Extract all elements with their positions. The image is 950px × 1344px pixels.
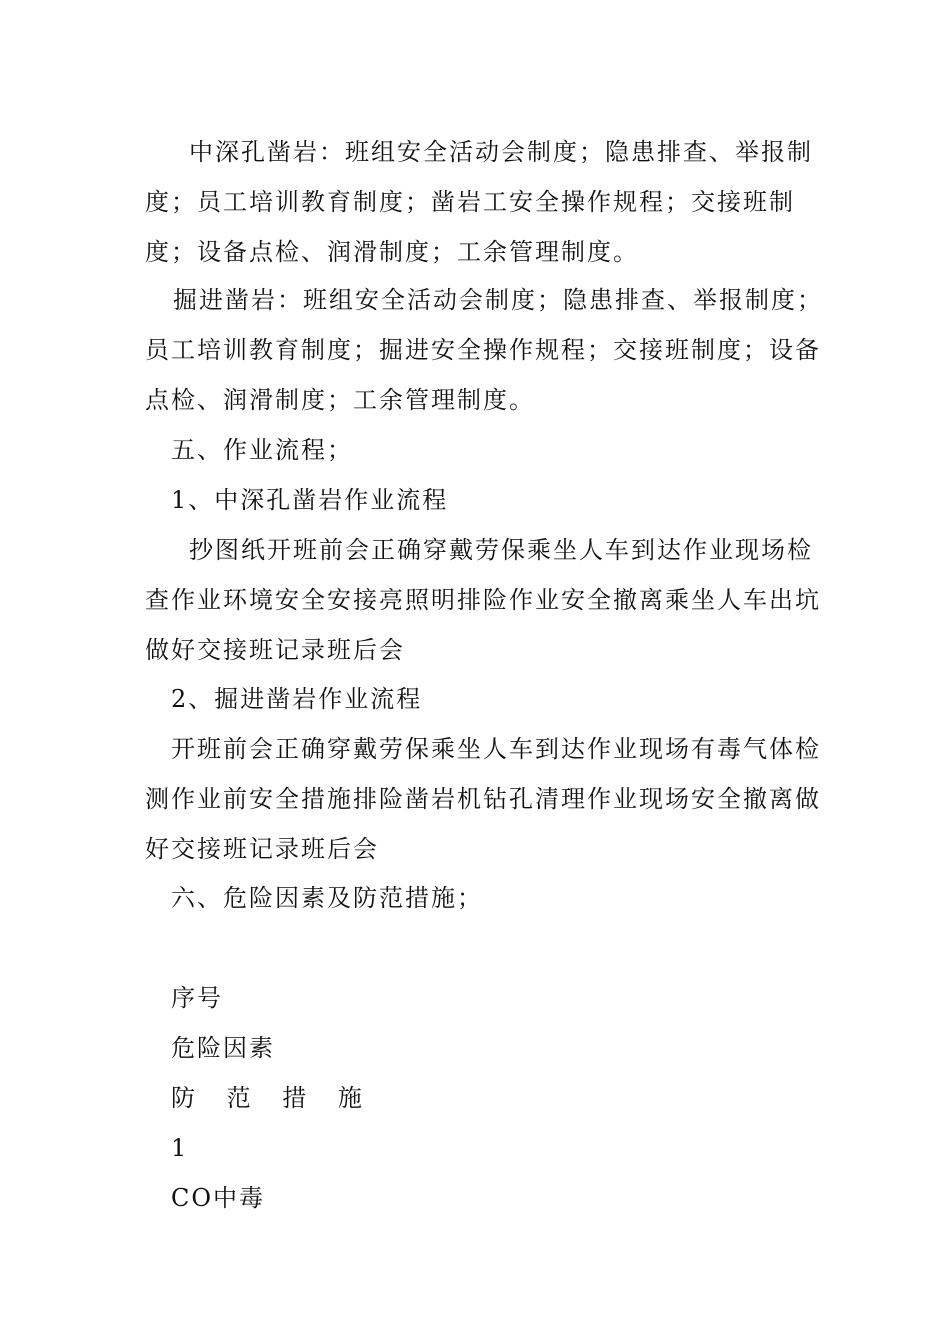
table-cell-row1-hazard: CO中毒 [171, 1184, 266, 1212]
paragraph-tunneling-process-steps: 开班前会正确穿戴劳保乘坐人车到达作业现场有毒气体检测作业前安全措施排险凿岩机钻孔清理作业现场安全撤离做好交接班记录班后会 [145, 735, 821, 863]
table-cell-row1-index: 1 [171, 1134, 189, 1162]
section-heading-work-process: 五、作业流程； [171, 436, 353, 464]
paragraph-tunneling-drilling-rules: 掘进凿岩：班组安全活动会制度；隐患排查、举报制度；员工培训教育制度；掘进安全操作规程；交接班制度；设备点检、润滑制度；工余管理制度。 [145, 286, 823, 414]
paragraph-deep-hole-drilling-rules: 中深孔凿岩：班组安全活动会制度；隐患排查、举报制度；员工培训教育制度；凿岩工安全操作规程；交接班制度；设备点检、润滑制度；工余管理制度。 [145, 138, 813, 266]
paragraph-deep-hole-process-steps: 抄图纸开班前会正确穿戴劳保乘坐人车到达作业现场检查作业环境安全安接亮照明排险作业安全撤离乘坐人车出坑做好交接班记录班后会 [145, 536, 821, 664]
table-header-prevention-measures: 防 范 措 施 [171, 1084, 374, 1112]
table-header-hazard-factor: 危险因素 [171, 1034, 275, 1062]
subheading-tunneling-process: 2、掘进凿岩作业流程 [171, 685, 423, 713]
table-header-index: 序号 [171, 984, 223, 1012]
subheading-deep-hole-process: 1、中深孔凿岩作业流程 [171, 486, 449, 514]
section-heading-hazards: 六、危险因素及防范措施； [171, 884, 483, 912]
